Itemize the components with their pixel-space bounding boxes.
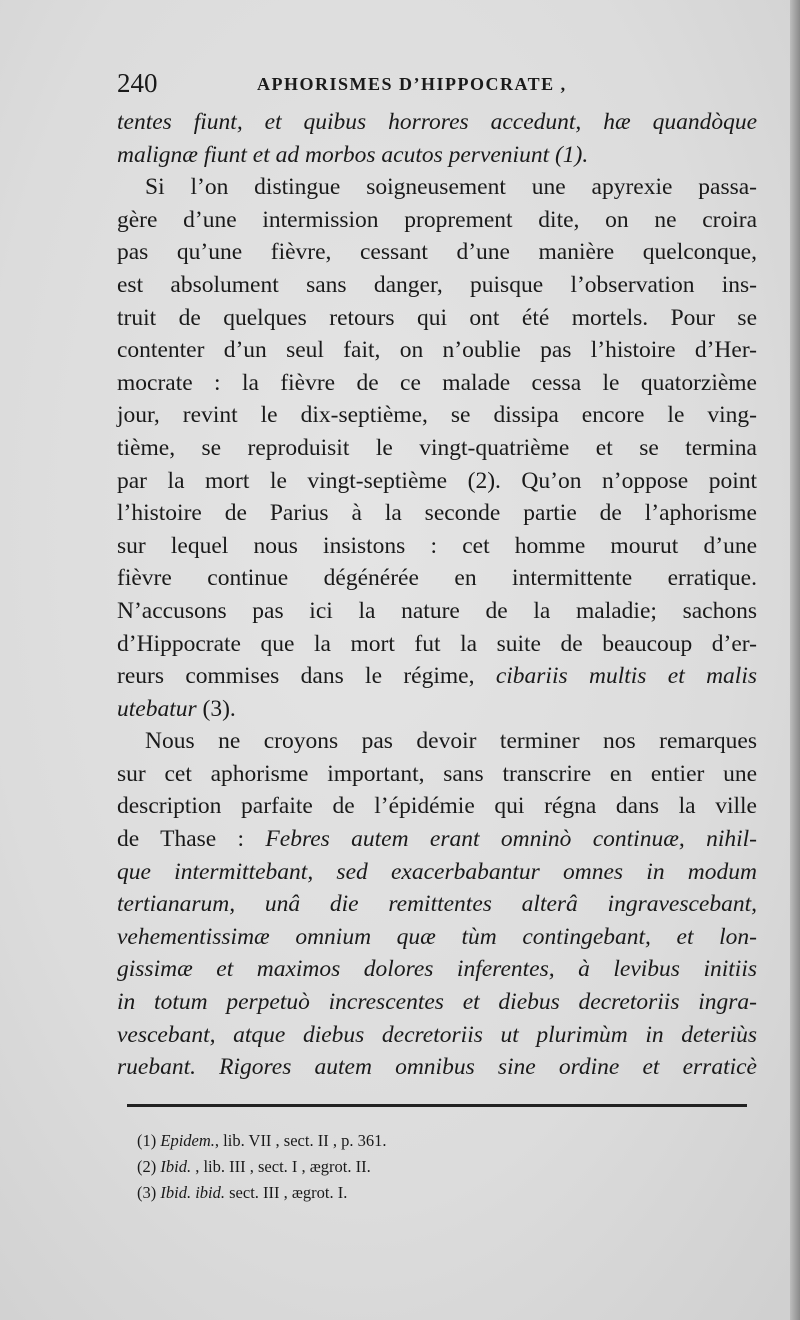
text-line xyxy=(117,465,757,498)
footnote-mark: (3) xyxy=(137,1183,157,1202)
text-line xyxy=(117,921,757,954)
italic-span: utebatur xyxy=(117,695,197,722)
roman-span: jour, revint le dix-septième, se dissipa encore le ving- xyxy=(117,402,757,429)
roman-span: (3). xyxy=(196,695,236,722)
roman-span: sur lequel nous insistons : cet homme mourut d’une xyxy=(117,532,757,559)
text-line xyxy=(117,660,757,693)
text-line xyxy=(117,530,757,563)
roman-span: sur cet aphorisme important, sans transcrire en entier une xyxy=(117,760,757,787)
roman-span: truit de quelques retours qui ont été mortels. Pour se xyxy=(117,304,757,331)
footnote-mark: (2) xyxy=(137,1157,157,1176)
italic-span: ruebant. Rigores autem omnibus sine ordine et erraticè xyxy=(117,1054,757,1081)
footnote xyxy=(137,1128,697,1154)
italic-span: malignæ fiunt et ad morbos acutos perveniunt (1). xyxy=(117,141,589,168)
running-head: APHORISMES D’HIPPOCRATE , xyxy=(257,74,567,94)
roman-span: description parfaite de l’épidémie qui régna dans la ville xyxy=(117,793,757,820)
footnote-reference: Ibid. xyxy=(160,1157,192,1176)
footnotes xyxy=(137,1128,697,1206)
text-line xyxy=(117,628,757,661)
roman-span: tième, se reproduisit le vingt-quatrième et se termina xyxy=(117,434,757,461)
roman-span: reurs commises dans le régime, xyxy=(117,663,475,690)
text-line xyxy=(117,302,757,335)
text-line xyxy=(117,562,757,595)
roman-span: de Thase : xyxy=(117,826,245,853)
text-line xyxy=(117,790,757,823)
footnote xyxy=(137,1180,697,1206)
roman-span: Nous ne croyons pas devoir terminer nos remarques xyxy=(145,728,757,755)
italic-span: tertianarum, unâ die remittentes alterâ ingravescebant, xyxy=(117,891,757,918)
italic-span: vescebant, atque diebus decretoriis ut plurimùm in deteriùs xyxy=(117,1021,757,1048)
text-line xyxy=(117,758,757,791)
roman-span: par la mort le vingt-septième (2). Qu’on n’oppose point xyxy=(117,467,757,494)
text-line xyxy=(117,497,757,530)
text-line xyxy=(117,367,757,400)
italic-span: in totum perpetuò increscentes et diebus decretoriis ingra- xyxy=(117,989,757,1016)
footnote-citation: sect. III , ægrot. I. xyxy=(225,1183,348,1202)
italic-span: cibariis multis et malis xyxy=(495,663,757,690)
text-line xyxy=(117,432,757,465)
text-line xyxy=(117,139,757,172)
text-line xyxy=(117,595,757,628)
italic-span: tentes fiunt, et quibus horrores accedunt, hæ quandòque xyxy=(117,109,757,135)
roman-span: d’Hippocrate que la mort fut la suite de beaucoup d’er- xyxy=(117,630,757,657)
text-line xyxy=(117,856,757,889)
roman-span: mocrate : la fièvre de ce malade cessa le quatorzième xyxy=(117,369,757,396)
footnote-citation: , lib. III , sect. I , ægrot. II. xyxy=(191,1157,371,1176)
roman-span: est absolument sans danger, puisque l’observation ins- xyxy=(117,271,757,298)
footnote xyxy=(137,1154,697,1180)
italic-span: gissimæ et maximos dolores inferentes, à levibus initiis xyxy=(117,956,757,983)
text-line xyxy=(117,236,757,269)
body-text xyxy=(117,106,757,1084)
text-line xyxy=(117,953,757,986)
page-edge-shadow xyxy=(790,0,800,1320)
roman-span: contenter d’un seul fait, on n’oublie pas l’histoire d’Her- xyxy=(117,337,757,364)
text-line xyxy=(117,399,757,432)
page-number: 240 xyxy=(117,68,158,98)
text-line xyxy=(117,693,757,726)
roman-span: gère d’une intermission proprement dite, on ne croira xyxy=(117,206,757,233)
text-line xyxy=(117,725,757,758)
text-line xyxy=(117,204,757,237)
roman-span: l’histoire de Parius à la seconde partie de l’aphorisme xyxy=(117,500,757,527)
text-line xyxy=(117,986,757,1019)
text-line xyxy=(117,1051,757,1084)
text-line xyxy=(117,1019,757,1052)
text-line xyxy=(117,334,757,367)
footnote-rule xyxy=(127,1104,747,1107)
text-line xyxy=(117,269,757,302)
roman-span: Si l’on distingue soigneusement une apyrexie passa- xyxy=(145,174,757,201)
text-line xyxy=(117,823,757,856)
text-line xyxy=(117,888,757,921)
italic-span: vehementissimæ omnium quæ tùm contingebant, et lon- xyxy=(117,923,757,950)
italic-span: Febres autem erant omninò continuæ, nihil- xyxy=(265,826,757,853)
text-line xyxy=(117,106,757,139)
roman-span: pas qu’une fièvre, cessant d’une manière quelconque, xyxy=(117,239,757,266)
footnote-reference: Ibid. ibid. xyxy=(160,1183,225,1202)
page-header xyxy=(117,68,757,104)
italic-span: que intermittebant, sed exacerbabantur omnes in modum xyxy=(117,858,757,885)
roman-span: fièvre continue dégénérée en intermittente erratique. xyxy=(117,565,757,592)
text-line xyxy=(117,171,757,204)
roman-span: N’accusons pas ici la nature de la maladie; sachons xyxy=(117,597,757,624)
footnote-citation: , lib. VII , sect. II , p. 361. xyxy=(214,1131,387,1150)
footnote-mark: (1) xyxy=(137,1131,157,1150)
footnote-reference: Epidem. xyxy=(160,1131,215,1150)
